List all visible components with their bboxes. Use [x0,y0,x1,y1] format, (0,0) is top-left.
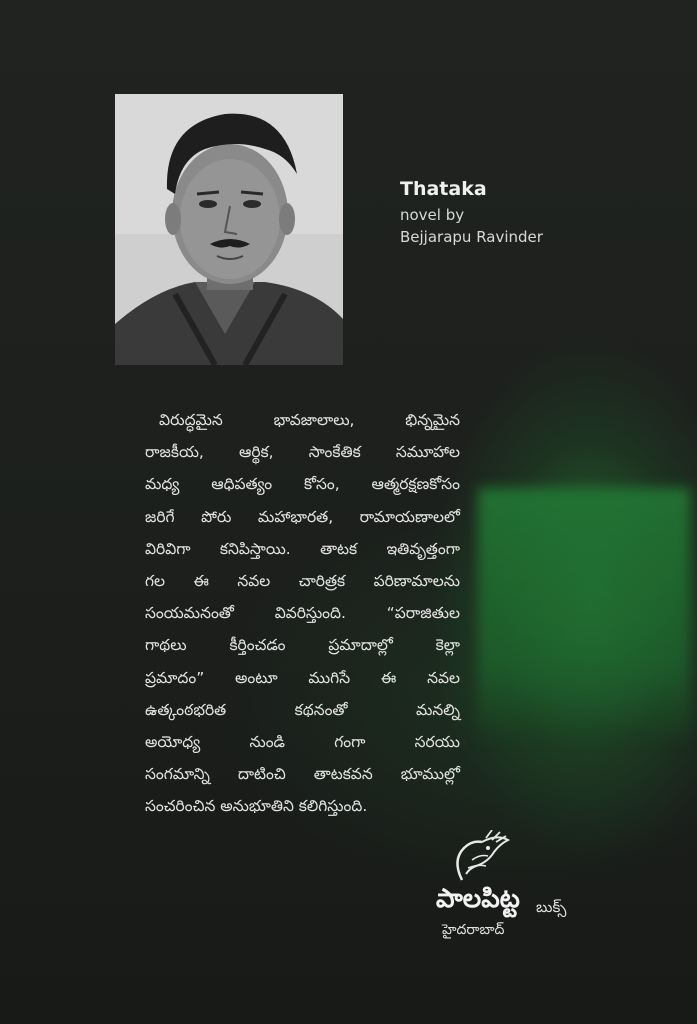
author-photo [115,94,343,365]
blurb-line: సంచరించిన అనుభూతిని కలిగిస్తుంది. [145,797,368,816]
book-subtitle: novel by [400,206,465,224]
blurb-text [145,404,460,823]
publisher-logo [436,830,616,950]
blurb-line: విరివిగా కనిపిస్తాయి. తాటక ఇతివృత్తంగా [145,539,460,558]
blurb-line: గాథలు కీర్తించడం ప్రమాదాల్లో కెల్లా [145,636,460,655]
book-info [400,178,543,248]
book-author: Bejjarapu Ravinder [400,228,543,246]
publisher-suffix: బుక్స్ [536,898,567,916]
book-title: Thataka [400,178,487,200]
blurb-line: సంయమనంతో వివరిస్తుంది. “పరాజితుల [145,604,460,623]
blurb-line: ఉత్కంఠభరిత కథనంతో మనల్ని [145,700,460,719]
blurb-line: జరిగే పోరు మహాభారత, రామాయణాలలో [145,507,460,526]
blurb-line: రాజకీయ, ఆర్థిక, సాంకేతిక సమూహాల [145,443,460,462]
publisher-city: హైదరాబాద్ [442,922,505,938]
publisher-name: పాలపిట్ట [436,884,520,914]
blurb-line: విరుద్ధమైన భావజాలాలు, భిన్నమైన [159,411,460,429]
blurb-line: సంగమాన్ని దాటించి తాటకవన భూముల్లో [145,765,460,784]
bird-logo-icon [442,830,522,890]
blurb-line: ప్రమాదం” అంటూ ముగిసే ఈ నవల [145,668,460,687]
blurb-line: మధ్య ఆధిపత్యం కోసం, ఆత్మరక్షణకోసం [145,475,460,494]
green-light-panel [478,488,690,738]
blurb-line: అయోధ్య నుండి గంగా సరయు [145,733,460,752]
blurb-line: గల ఈ నవల చారిత్రక పరిణామాలను [145,572,460,591]
